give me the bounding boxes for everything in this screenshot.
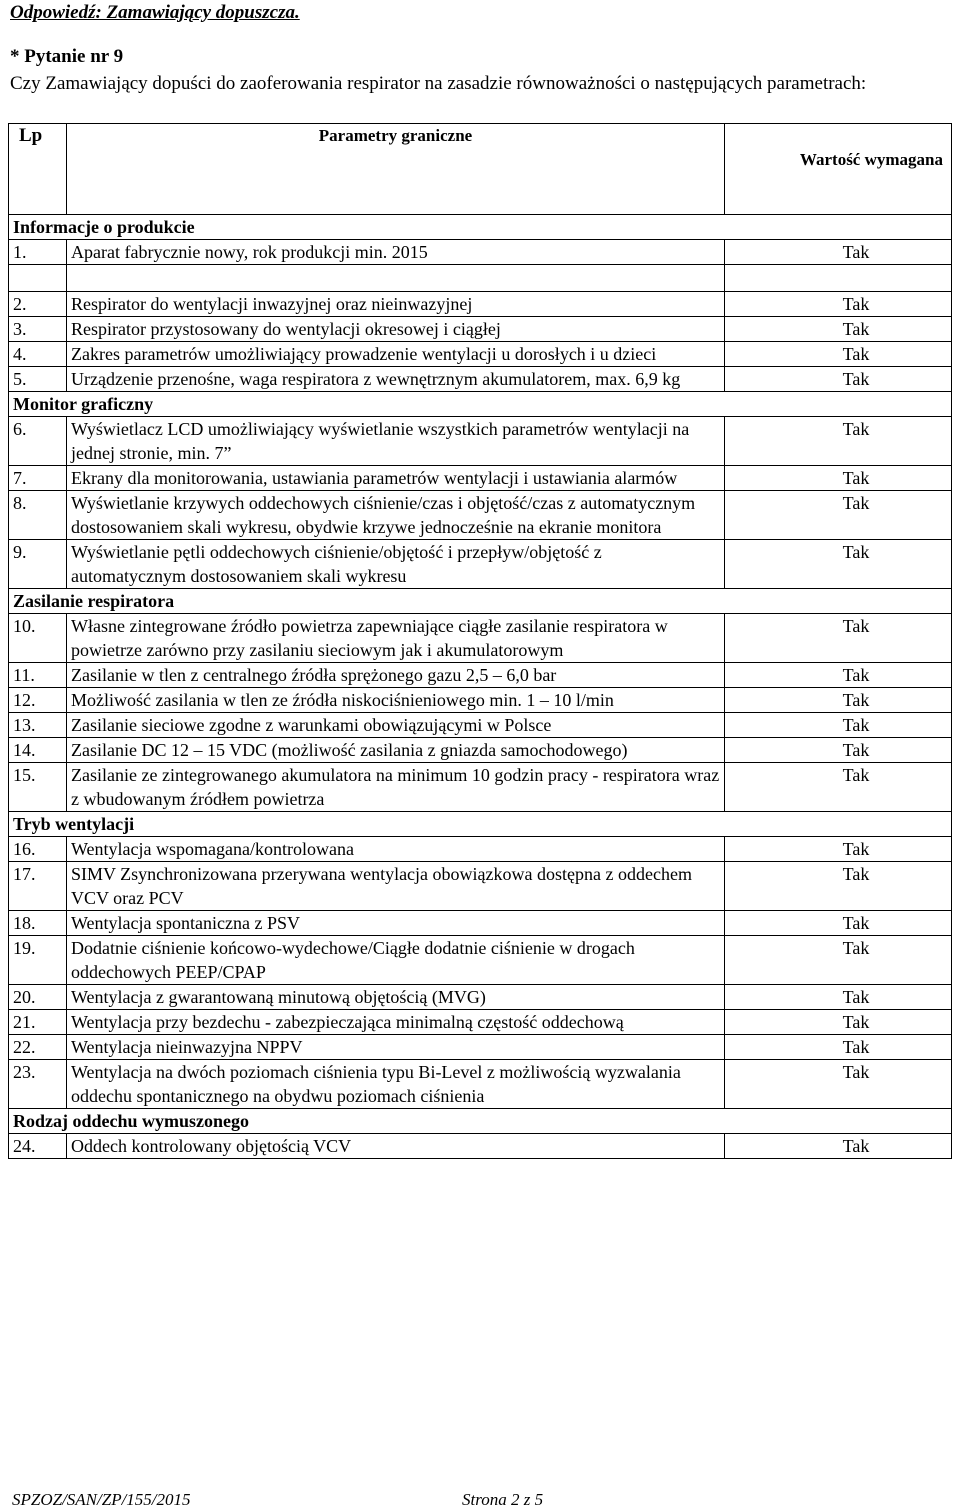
table-row [9, 713, 952, 738]
row-number: 15. [9, 763, 67, 812]
table-row [9, 317, 952, 342]
table-row [9, 614, 952, 663]
table-row [9, 240, 952, 265]
header-lp: Lp [9, 124, 67, 215]
table-row [9, 417, 952, 466]
row-number: 19. [9, 936, 67, 985]
table-row [9, 342, 952, 367]
section-title: Monitor graficzny [9, 392, 952, 417]
row-parameter: Aparat fabrycznie nowy, rok produkcji min. 2015 [67, 240, 725, 265]
row-value [725, 265, 952, 292]
row-value: Tak [725, 1134, 952, 1159]
row-parameter: Respirator przystosowany do wentylacji okresowej i ciągłej [67, 317, 725, 342]
row-parameter: Wentylacja nieinwazyjna NPPV [67, 1035, 725, 1060]
row-parameter: Zasilanie w tlen z centralnego źródła sprężonego gazu 2,5 – 6,0 bar [67, 663, 725, 688]
row-value: Tak [725, 837, 952, 862]
row-number [9, 265, 67, 292]
question-title: * Pytanie nr 9 [10, 46, 124, 67]
row-number: 22. [9, 1035, 67, 1060]
row-value: Tak [725, 936, 952, 985]
section-row [9, 1109, 952, 1134]
table-row [9, 862, 952, 911]
table-row [9, 936, 952, 985]
row-parameter: Urządzenie przenośne, waga respiratora z wewnętrznym akumulatorem, max. 6,9 kg [67, 367, 725, 392]
row-value: Tak [725, 688, 952, 713]
row-parameter: Własne zintegrowane źródło powietrza zapewniające ciągłe zasilanie respiratora w powietrze zarówno przy zasilaniu sieciowym jak i akumulatorowym [67, 614, 725, 663]
section-title: Tryb wentylacji [9, 812, 952, 837]
row-number: 16. [9, 837, 67, 862]
row-value: Tak [725, 911, 952, 936]
row-value: Tak [725, 292, 952, 317]
row-value: Tak [725, 1010, 952, 1035]
footer-page-number: Strona 2 z 5 [462, 1490, 544, 1509]
row-number: 9. [9, 540, 67, 589]
row-value: Tak [725, 367, 952, 392]
row-parameter: Wyświetlanie pętli oddechowych ciśnienie/objętość i przepływ/objętość z automatycznym dostosowaniem skali wykresu [67, 540, 725, 589]
row-parameter: Oddech kontrolowany objętością VCV [67, 1134, 725, 1159]
header-params: Parametry graniczne [67, 124, 725, 215]
table-row [9, 466, 952, 491]
row-number: 17. [9, 862, 67, 911]
row-parameter: Zakres parametrów umożliwiający prowadzenie wentylacji u dorosłych i u dzieci [67, 342, 725, 367]
table-row [9, 738, 952, 763]
table-row [9, 911, 952, 936]
section-row [9, 392, 952, 417]
row-value: Tak [725, 614, 952, 663]
row-value: Tak [725, 417, 952, 466]
row-parameter: Wentylacja na dwóch poziomach ciśnienia typu Bi-Level z możliwością wyzwalania oddechu spontanicznego na obydwu poziomach ciśnienia [67, 1060, 725, 1109]
row-number: 1. [9, 240, 67, 265]
table-body [9, 215, 952, 1159]
row-value: Tak [725, 738, 952, 763]
row-value: Tak [725, 862, 952, 911]
row-number: 13. [9, 713, 67, 738]
row-value: Tak [725, 240, 952, 265]
row-parameter: Wentylacja przy bezdechu - zabezpieczająca minimalną częstość oddechową [67, 1010, 725, 1035]
row-parameter: Dodatnie ciśnienie końcowo-wydechowe/Ciągłe dodatnie ciśnienie w drogach oddechowych PEEP/CPAP [67, 936, 725, 985]
table-row [9, 1035, 952, 1060]
row-parameter: Respirator do wentylacji inwazyjnej oraz nieinwazyjnej [67, 292, 725, 317]
row-value: Tak [725, 985, 952, 1010]
row-number: 18. [9, 911, 67, 936]
row-parameter: Zasilanie sieciowe zgodne z warunkami obowiązującymi w Polsce [67, 713, 725, 738]
table-row [9, 763, 952, 812]
spec-table [8, 123, 952, 1159]
row-number: 2. [9, 292, 67, 317]
row-number: 20. [9, 985, 67, 1010]
row-number: 3. [9, 317, 67, 342]
table-header-row [9, 124, 952, 215]
table-row [9, 1060, 952, 1109]
row-parameter: Wyświetlacz LCD umożliwiający wyświetlanie wszystkich parametrów wentylacji na jednej stronie, min. 7” [67, 417, 725, 466]
row-parameter: Wentylacja wspomagana/kontrolowana [67, 837, 725, 862]
row-parameter: Wentylacja z gwarantowaną minutową objętością (MVG) [67, 985, 725, 1010]
row-number: 24. [9, 1134, 67, 1159]
row-number: 4. [9, 342, 67, 367]
table-row [9, 985, 952, 1010]
section-row [9, 812, 952, 837]
row-value: Tak [725, 540, 952, 589]
table-row [9, 292, 952, 317]
row-number: 6. [9, 417, 67, 466]
table-row [9, 367, 952, 392]
row-parameter: Możliwość zasilania w tlen ze źródła niskociśnieniowego min. 1 – 10 l/min [67, 688, 725, 713]
answer-heading: Odpowiedź: Zamawiający dopuszcza. [10, 2, 300, 23]
footer-doc-id: SPZOZ/SAN/ZP/155/2015 [12, 1490, 191, 1509]
row-value: Tak [725, 342, 952, 367]
table-row [9, 1010, 952, 1035]
row-parameter: Zasilanie ze zintegrowanego akumulatora na minimum 10 godzin pracy - respiratora wraz z wbudowanym źródłem powietrza [67, 763, 725, 812]
header-value: Wartość wymagana [725, 124, 952, 215]
section-title: Informacje o produkcie [9, 215, 952, 240]
row-number: 23. [9, 1060, 67, 1109]
row-parameter [67, 265, 725, 292]
row-parameter: SIMV Zsynchronizowana przerywana wentylacja obowiązkowa dostępna z oddechem VCV oraz PCV [67, 862, 725, 911]
row-number: 7. [9, 466, 67, 491]
section-row [9, 589, 952, 614]
row-parameter: Ekrany dla monitorowania, ustawiania parametrów wentylacji i ustawiania alarmów [67, 466, 725, 491]
row-number: 8. [9, 491, 67, 540]
row-value: Tak [725, 763, 952, 812]
row-value: Tak [725, 491, 952, 540]
row-value: Tak [725, 317, 952, 342]
row-parameter: Wentylacja spontaniczna z PSV [67, 911, 725, 936]
row-number: 21. [9, 1010, 67, 1035]
section-title: Zasilanie respiratora [9, 589, 952, 614]
row-number: 14. [9, 738, 67, 763]
question-text: Czy Zamawiający dopuści do zaoferowania respirator na zasadzie równoważności o następujących parametrach: [10, 73, 867, 94]
table-row [9, 265, 952, 292]
row-number: 12. [9, 688, 67, 713]
table-row [9, 491, 952, 540]
row-parameter: Zasilanie DC 12 – 15 VDC (możliwość zasilania z gniazda samochodowego) [67, 738, 725, 763]
section-row [9, 215, 952, 240]
row-number: 10. [9, 614, 67, 663]
table-row [9, 663, 952, 688]
section-title: Rodzaj oddechu wymuszonego [9, 1109, 952, 1134]
row-number: 5. [9, 367, 67, 392]
row-value: Tak [725, 713, 952, 738]
row-number: 11. [9, 663, 67, 688]
row-value: Tak [725, 466, 952, 491]
table-row [9, 688, 952, 713]
table-row [9, 1134, 952, 1159]
row-parameter: Wyświetlanie krzywych oddechowych ciśnienie/czas i objętość/czas z automatycznym dostosowaniem skali wykresu, obydwie krzywe jednocześnie na ekranie monitora [67, 491, 725, 540]
table-row [9, 837, 952, 862]
row-value: Tak [725, 663, 952, 688]
row-value: Tak [725, 1035, 952, 1060]
table-row [9, 540, 952, 589]
row-value: Tak [725, 1060, 952, 1109]
